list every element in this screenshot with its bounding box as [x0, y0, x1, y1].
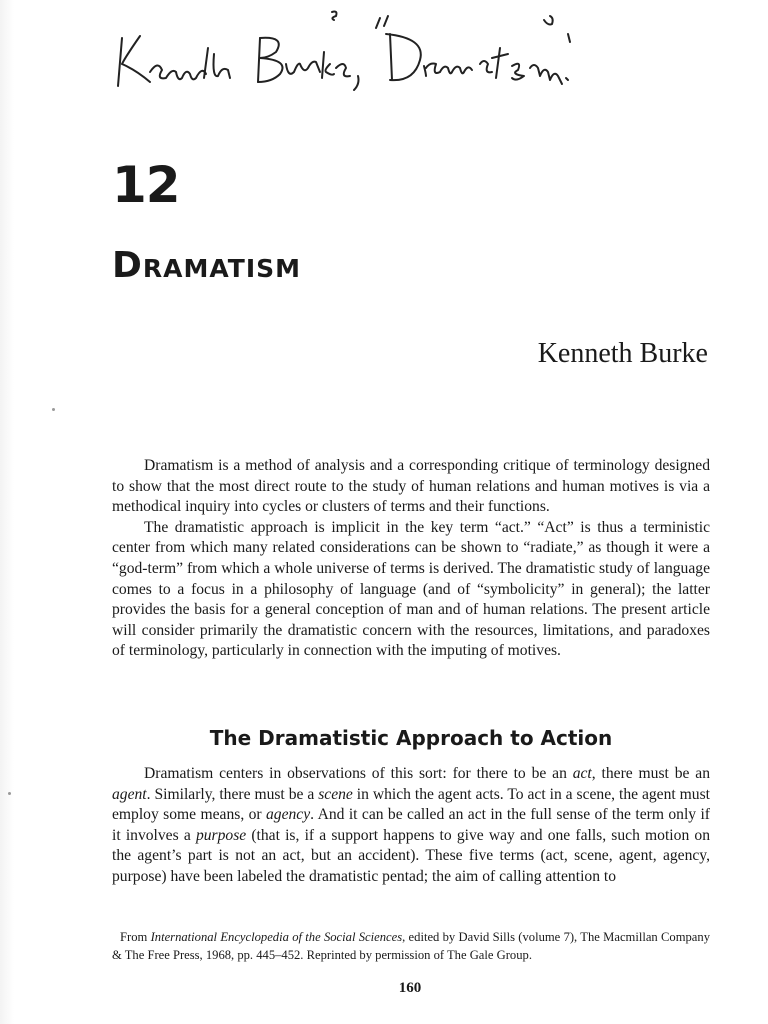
paragraph: Dramatism is a method of analysis and a corresponding critique of terminology designed to show that the most direct route to the study of human relations and human motives is via a methodical inquiry into cycles or clusters of terms and their functions.	[112, 457, 710, 516]
citation	[112, 928, 710, 964]
section-text	[112, 764, 710, 888]
scan-speck	[52, 408, 55, 411]
term-agent: agent	[112, 785, 147, 803]
page-number: 160	[398, 980, 422, 996]
term-act: act	[572, 765, 592, 782]
text-run: . And it can be called an act in the full sense of the term only if it involves a	[112, 806, 710, 844]
term-scene: scene	[318, 785, 353, 803]
term-agency: agency	[266, 806, 311, 824]
author-name: Kenneth Burke	[537, 338, 708, 369]
text-run: . Similarly, there must be a	[146, 785, 319, 803]
handwritten-annotation	[110, 8, 630, 98]
citation-work: International Encyclopedia of the Social Sciences	[150, 930, 403, 944]
intro-text	[112, 456, 710, 662]
handwriting-scribble	[110, 8, 630, 98]
citation-rest: , edited by David Sills (volume 7), The Macmillan Company & The Free Press, 1968, pp. 445–452. Reprinted by permission of The Gale Group.	[112, 930, 710, 962]
text-run: Dramatism centers in observations of this sort: for there to be an	[144, 765, 573, 782]
chapter-title: Dramatism	[112, 245, 302, 286]
section-heading: The Dramatistic Approach to Action	[209, 726, 613, 750]
paragraph: The dramatistic approach is implicit in the key term “act.” “Act” is thus a terministic center from which many related considerations can be shown to “radiate,” as though it were a “god-term” from which a whole universe of terms is derived. The dramatistic study of language comes to a focus in a philosophy of language (and of “symbolicity” in general); the latter provides the basis for a general conception of man and of human relations. The present article will consider primarily the dramatistic concern with the resources, limitations, and paradoxes of terminology, particularly in connection with the imputing of motives.	[112, 518, 710, 660]
source-note	[112, 928, 710, 964]
paragraph	[112, 764, 710, 888]
term-purpose: purpose	[195, 826, 247, 844]
text-run: (that is, if a support happens to give way and one falls, such motion on the agent’s part is not an act, but an accident). These five terms (act, scene, agent, agency, purpose) have been labeled the dramatistic pentad; the aim of calling attention to	[112, 826, 710, 885]
text-run: , there must be an	[591, 765, 710, 782]
scan-speck	[8, 792, 11, 795]
scan-edge	[0, 0, 14, 1024]
chapter-number: 12	[112, 156, 180, 214]
text-run: in which the agent acts. To act in a scene, the agent must employ some means, or	[112, 785, 710, 824]
citation-prefix: From	[120, 930, 151, 944]
